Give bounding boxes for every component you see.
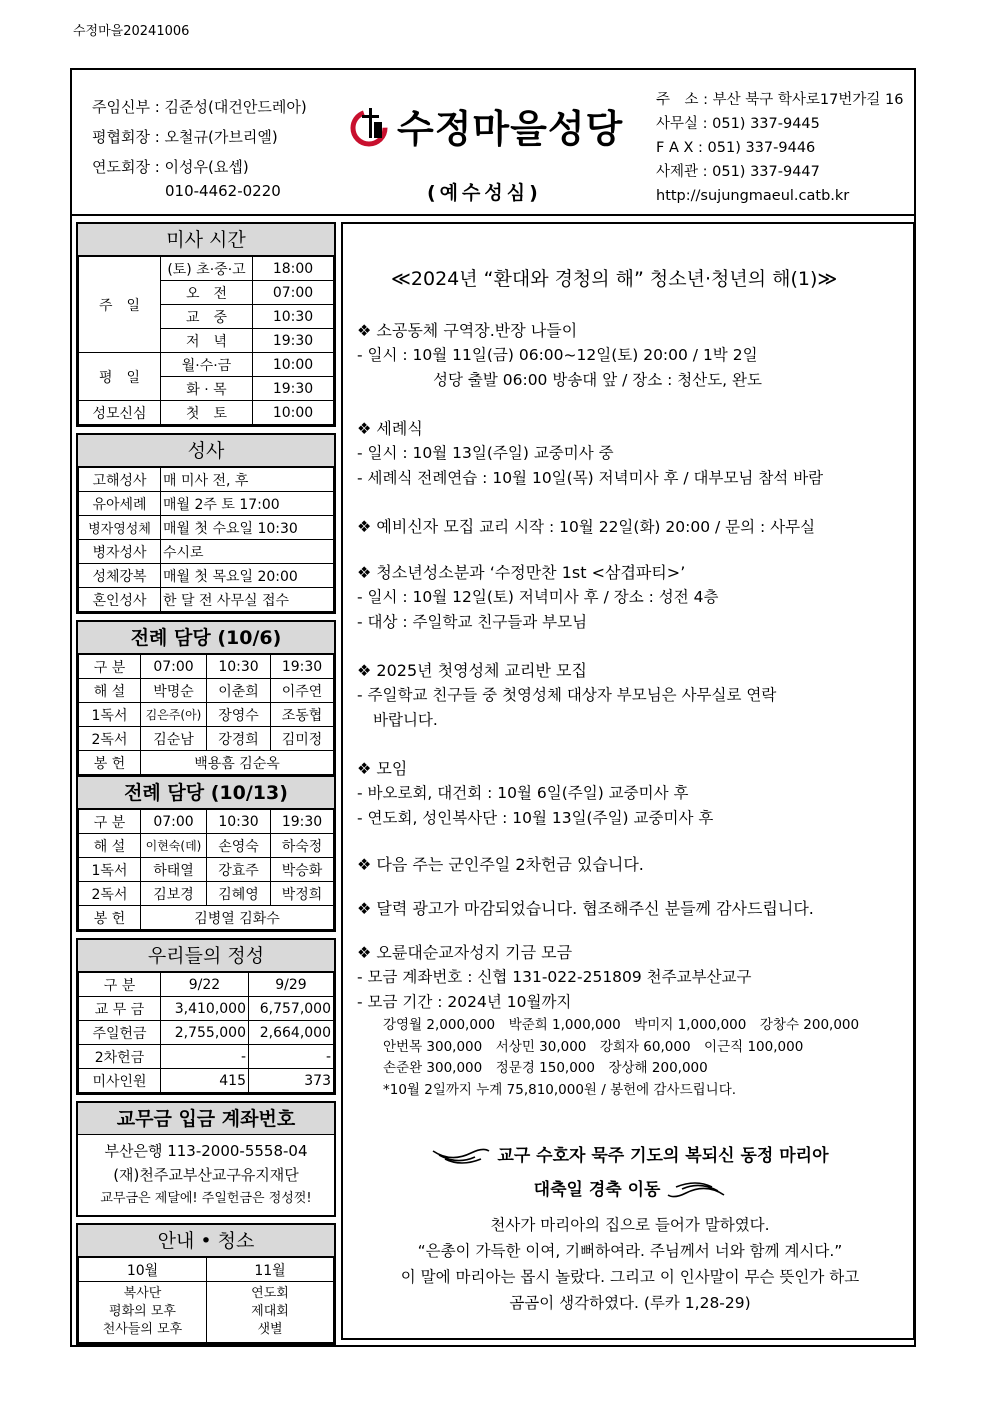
notice-line: - 주일학교 친구들 중 첫영성체 대상자 부모님은 사무실로 연락 bbox=[357, 686, 777, 704]
liturgy-cell: 강효주 bbox=[207, 858, 271, 882]
elder-president: 연도회장 : 이성우(요셉) bbox=[92, 158, 249, 176]
offerings-title: 우리들의 정성 bbox=[78, 940, 334, 972]
offering-label: 봉 헌 bbox=[79, 906, 141, 930]
notice-shrine-fund bbox=[357, 940, 859, 1101]
notice-first-communion bbox=[357, 658, 776, 733]
year-theme-title: ≪2024년 “환대와 경청의 해” 청소년·청년의 해(1)≫ bbox=[391, 268, 838, 290]
sunday-title: (예수성심) bbox=[427, 182, 542, 204]
notice-military-sunday bbox=[357, 852, 644, 877]
mass-name: 교 중 bbox=[161, 305, 253, 329]
offering-names: 김병열 김화수 bbox=[141, 906, 334, 930]
pastor: 주임신부 : 김준성(대건안드레아) bbox=[92, 98, 307, 116]
liturgy-cell: 박승화 bbox=[271, 858, 334, 882]
liturgy-head: 10:30 bbox=[207, 810, 271, 834]
sacrament-name: 병자영성체 bbox=[79, 516, 161, 540]
sacrament-name: 유아세례 bbox=[79, 492, 161, 516]
sacraments-title: 성사 bbox=[78, 435, 334, 467]
feast-subtitle: 대축일 경축 이동 bbox=[533, 1180, 661, 1200]
liturgy-cell: 2독서 bbox=[79, 882, 141, 906]
notice-catechumen bbox=[357, 514, 815, 540]
sacraments-box bbox=[76, 433, 336, 614]
mass-name: 월·수·금 bbox=[161, 353, 253, 377]
contact-info bbox=[656, 88, 903, 208]
notice-line: - 바오로회, 대건회 : 10월 6일(주일) 교중미사 후 bbox=[357, 784, 689, 802]
liturgy-head: 19:30 bbox=[271, 655, 334, 679]
sacraments-table bbox=[78, 467, 334, 612]
parish-name: 수정마을성당 bbox=[397, 107, 624, 151]
group-name: 복사단 bbox=[123, 1286, 162, 1301]
donor-line: 강영월 2,000,000 박준희 1,000,000 박미지 1,000,000 강창수 200,000 bbox=[383, 1017, 860, 1033]
notices-panel bbox=[341, 222, 915, 1340]
cleaning-box bbox=[76, 1223, 336, 1345]
notice-heading: ❖ 오륜대순교자성지 기금 모금 bbox=[357, 943, 573, 962]
liturgy-head: 구 분 bbox=[79, 810, 141, 834]
address: 주 소 : 부산 북구 학사로17번가길 16 bbox=[656, 92, 904, 108]
account-holder: (재)천주교부산교구유지재단 bbox=[113, 1166, 299, 1184]
offering-value: 2,664,000 bbox=[249, 1021, 334, 1045]
liturgy-cell: 김은주(아) bbox=[141, 703, 207, 727]
parish-emblem-icon bbox=[347, 104, 391, 148]
notice-line: - 일시 : 10월 13일(주일) 교중미사 중 bbox=[357, 444, 614, 462]
group-name: 연도회 bbox=[251, 1286, 289, 1301]
elder-phone: 010-4462-0220 bbox=[165, 182, 281, 200]
account-info bbox=[78, 1135, 334, 1215]
group-name: 제대회 bbox=[251, 1304, 289, 1319]
offering-label: 봉 헌 bbox=[79, 751, 141, 775]
account-note: 교무금은 제달에! 주일헌금은 정성껏! bbox=[100, 1191, 312, 1206]
liturgy-cell: 김순남 bbox=[141, 727, 207, 751]
mass-time: 19:30 bbox=[253, 377, 334, 401]
liturgy-cell: 장영수 bbox=[207, 703, 271, 727]
liturgy-cell: 하숙정 bbox=[271, 834, 334, 858]
liturgy-cell: 김혜영 bbox=[207, 882, 271, 906]
fax: F A X : 051) 337-9446 bbox=[656, 140, 816, 156]
cleaning-table bbox=[78, 1257, 334, 1343]
weekday-label: 평 일 bbox=[79, 353, 161, 401]
offering-value: 2,755,000 bbox=[161, 1021, 249, 1045]
sacrament-name: 고해성사 bbox=[79, 468, 161, 492]
liturgy-box-1013 bbox=[76, 777, 336, 932]
offering-names: 백용흠 김순옥 bbox=[141, 751, 334, 775]
liturgy-cell: 이주연 bbox=[271, 679, 334, 703]
donor-line: 안번목 300,000 서상민 30,000 강희자 60,000 이근직 100,000 bbox=[383, 1038, 804, 1055]
council-president: 평협회장 : 오철규(가브리엘) bbox=[92, 128, 278, 146]
notice-heading: ❖ 2025년 첫영성체 교리반 모집 bbox=[357, 661, 587, 680]
month-head: 11월 bbox=[207, 1258, 334, 1282]
notice-calendar-ads bbox=[357, 896, 814, 921]
liturgy-cell: 해 설 bbox=[79, 679, 141, 703]
notice-meetings bbox=[357, 756, 713, 831]
donor-line: 손준완 300,000 정문경 150,000 장상해 200,000 bbox=[383, 1060, 708, 1076]
offering-value: - bbox=[161, 1045, 249, 1069]
group-name: 천사들의 모후 bbox=[102, 1322, 183, 1337]
sacrament-value: 매월 첫 수요일 10:30 bbox=[161, 516, 334, 540]
feast-title: 교구 수호자 묵주 기도의 복되신 동정 마리아 bbox=[497, 1146, 829, 1166]
offering-label: 주일헌금 bbox=[79, 1021, 161, 1045]
notice-line: 교리 시작 : 10월 22일(화) 20:00 / 문의 : 사무실 bbox=[474, 518, 816, 536]
mass-times-box bbox=[76, 222, 336, 427]
verse-line: “은총이 가득한 이여, 기뻐하여라. 주님께서 너와 함께 계시다.” bbox=[417, 1242, 843, 1260]
mass-name: 오 전 bbox=[161, 281, 253, 305]
office-phone: 사무실 : 051) 337-9445 bbox=[656, 116, 820, 132]
liturgy-title-1006: 전례 담당 (10/6) bbox=[78, 622, 334, 654]
account-title: 교무금 입금 계좌번호 bbox=[78, 1103, 334, 1135]
bulletin-frame bbox=[70, 68, 916, 1347]
rectory-phone: 사제관 : 051) 337-9447 bbox=[656, 164, 820, 180]
liturgy-head: 07:00 bbox=[141, 655, 207, 679]
mass-time: 10:00 bbox=[253, 353, 334, 377]
verse-line: 곰곰이 생각하였다. (루카 1,28-29) bbox=[509, 1294, 751, 1312]
notice-heading: ❖ 예비신자 모집 bbox=[357, 517, 475, 536]
ornament-icon bbox=[431, 1145, 491, 1167]
sacrament-value: 매 미사 전, 후 bbox=[161, 468, 334, 492]
notice-heading: ❖ 세례식 bbox=[357, 419, 423, 438]
clergy-info bbox=[92, 92, 307, 206]
notice-line: - 대상 : 주일학교 친구들과 부모님 bbox=[357, 613, 588, 631]
sacrament-value: 수시로 bbox=[161, 540, 334, 564]
marian-devotion-label: 성모신심 bbox=[79, 401, 161, 425]
ornament-icon bbox=[666, 1179, 726, 1201]
offering-head: 구 분 bbox=[79, 973, 161, 997]
liturgy-cell: 손영숙 bbox=[207, 834, 271, 858]
notice-line: - 일시 : 10월 12일(토) 저녁미사 후 / 장소 : 성전 4층 bbox=[357, 588, 719, 606]
document-id: 수정마을20241006 bbox=[73, 24, 190, 39]
sunday-label: 주 일 bbox=[79, 257, 161, 353]
feast-title-line1 bbox=[343, 1139, 917, 1173]
mass-name: (토) 초·중·고 bbox=[161, 257, 253, 281]
mass-times-title: 미사 시간 bbox=[78, 224, 334, 256]
notice-line: 성당 출발 06:00 방송대 앞 / 장소 : 청산도, 완도 bbox=[433, 371, 762, 389]
cleaning-title: 안내 • 청소 bbox=[78, 1225, 334, 1257]
liturgy-cell: 2독서 bbox=[79, 727, 141, 751]
sacrament-name: 혼인성사 bbox=[79, 588, 161, 612]
liturgy-cell: 김미정 bbox=[271, 727, 334, 751]
sacrament-value: 한 달 전 사무실 접수 bbox=[161, 588, 334, 612]
notice-line: - 연도회, 성인복사단 : 10월 13일(주일) 교중미사 후 bbox=[357, 809, 714, 827]
feast-title-line2 bbox=[343, 1173, 917, 1207]
mass-name: 저 녁 bbox=[161, 329, 253, 353]
parish-logo bbox=[347, 98, 623, 153]
liturgy-head: 10:30 bbox=[207, 655, 271, 679]
offering-value: 6,757,000 bbox=[249, 997, 334, 1021]
website-link[interactable]: http://sujungmaeul.catb.kr bbox=[656, 188, 850, 204]
mass-time: 07:00 bbox=[253, 281, 334, 305]
liturgy-cell: 박정희 bbox=[271, 882, 334, 906]
verse-line: 이 말에 마리아는 몹시 놀랐다. 그리고 이 인사말이 무슨 뜻인가 하고 bbox=[400, 1268, 860, 1286]
sacrament-name: 성체강복 bbox=[79, 564, 161, 588]
offerings-box bbox=[76, 938, 336, 1095]
liturgy-head: 19:30 bbox=[271, 810, 334, 834]
offering-head: 9/29 bbox=[249, 973, 334, 997]
notice-heading: ❖ 달력 광고가 마감되었습니다. 협조해주신 분들께 감사드립니다. bbox=[357, 899, 814, 918]
bank-account: 부산은행 113-2000-5558-04 bbox=[104, 1142, 308, 1160]
offering-label: 교 무 금 bbox=[79, 997, 161, 1021]
liturgy-title-1013: 전례 담당 (10/13) bbox=[78, 777, 334, 809]
month-head: 10월 bbox=[79, 1258, 207, 1282]
offering-value: 373 bbox=[249, 1069, 334, 1093]
sacrament-value: 매월 첫 목요일 20:00 bbox=[161, 564, 334, 588]
notice-line: 바랍니다. bbox=[373, 711, 438, 729]
offering-label: 미사인원 bbox=[79, 1069, 161, 1093]
mass-time: 18:00 bbox=[253, 257, 334, 281]
notice-outing bbox=[357, 318, 762, 393]
mass-name: 화 · 목 bbox=[161, 377, 253, 401]
notice-line: - 모금 계좌번호 : 신협 131-022-251809 천주교부산교구 bbox=[357, 968, 752, 986]
sacrament-name: 병자성사 bbox=[79, 540, 161, 564]
offering-value: 415 bbox=[161, 1069, 249, 1093]
account-box bbox=[76, 1101, 336, 1217]
notice-line: - 세례식 전례연습 : 10월 10일(목) 저녁미사 후 / 대부모님 참석 바람 bbox=[357, 469, 824, 487]
liturgy-cell: 이춘희 bbox=[207, 679, 271, 703]
mass-times-table bbox=[78, 256, 334, 425]
offering-head: 9/22 bbox=[161, 973, 249, 997]
notice-line: - 모금 기간 : 2024년 10월까지 bbox=[357, 993, 572, 1011]
notice-baptism bbox=[357, 416, 823, 491]
notice-heading: ❖ 모임 bbox=[357, 759, 408, 778]
liturgy-head: 07:00 bbox=[141, 810, 207, 834]
october-groups bbox=[79, 1282, 207, 1343]
sacrament-value: 매월 2주 토 17:00 bbox=[161, 492, 334, 516]
liturgy-cell: 1독서 bbox=[79, 703, 141, 727]
liturgy-cell: 하태열 bbox=[141, 858, 207, 882]
notice-line: - 일시 : 10월 11일(금) 06:00~12일(토) 20:00 / 1박 2일 bbox=[357, 346, 758, 364]
november-groups bbox=[207, 1282, 334, 1343]
liturgy-table-1006 bbox=[78, 654, 334, 775]
mass-time: 10:30 bbox=[253, 305, 334, 329]
offering-value: 3,410,000 bbox=[161, 997, 249, 1021]
mass-name: 첫 토 bbox=[161, 401, 253, 425]
offerings-table bbox=[78, 972, 334, 1093]
liturgy-cell: 강경희 bbox=[207, 727, 271, 751]
offering-value: - bbox=[249, 1045, 334, 1069]
group-name: 평화의 모후 bbox=[109, 1304, 176, 1319]
left-column bbox=[76, 222, 336, 1345]
notice-heading: ❖ 다음 주는 군인주일 2차헌금 있습니다. bbox=[357, 855, 644, 874]
liturgy-box-1006 bbox=[76, 620, 336, 777]
header bbox=[72, 70, 914, 216]
liturgy-head: 구 분 bbox=[79, 655, 141, 679]
offering-label: 2차헌금 bbox=[79, 1045, 161, 1069]
liturgy-cell: 해 설 bbox=[79, 834, 141, 858]
mass-time: 19:30 bbox=[253, 329, 334, 353]
notice-youth-party bbox=[357, 560, 718, 635]
liturgy-cell: 김보경 bbox=[141, 882, 207, 906]
liturgy-table-1013 bbox=[78, 809, 334, 930]
liturgy-cell: 1독서 bbox=[79, 858, 141, 882]
notice-heading: ❖ 청소년성소분과 ‘수정만찬 1st <삼겹파티>’ bbox=[357, 563, 686, 582]
notice-heading: ❖ 소공동체 구역장.반장 나들이 bbox=[357, 321, 578, 340]
liturgy-cell: 박명순 bbox=[141, 679, 207, 703]
liturgy-cell: 이현숙(데) bbox=[141, 834, 207, 858]
group-name: 샛별 bbox=[257, 1322, 283, 1337]
donor-line: *10월 2일까지 누계 75,810,000원 / 봉헌에 감사드립니다. bbox=[383, 1081, 737, 1098]
mass-time: 10:00 bbox=[253, 401, 334, 425]
verse-line: 천사가 마리아의 집으로 들어가 말하였다. bbox=[490, 1216, 770, 1234]
liturgy-cell: 조동협 bbox=[271, 703, 334, 727]
gospel-verse bbox=[343, 1212, 917, 1316]
